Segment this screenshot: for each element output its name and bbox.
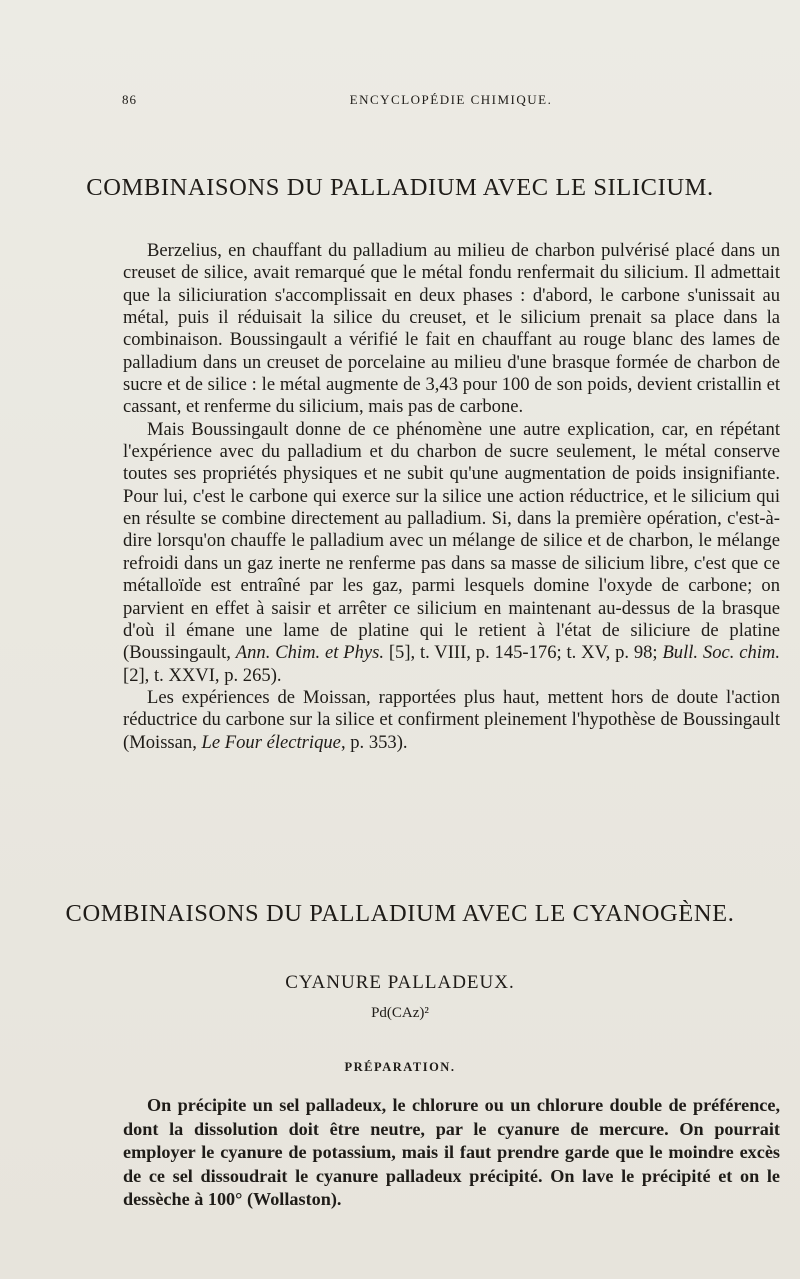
compound-title: CYANURE PALLADEUX. bbox=[285, 972, 515, 993]
paragraph: On précipite un sel palladeux, le chlorure ou un chlorure double de préférence, dont la dissolution doit être neutre, par le cyanure de mercure. On pourrait employer le cyanure de potassium, mais il faut prendre garde que le moindre excès de ce sel dissoudrait le cyanure palladeux précipité. On lave le précipité et on le dessèche à 100° (Wollaston). bbox=[123, 1095, 780, 1209]
paragraph-text: Les expériences de Moissan, rapportées plus haut, mettent hors de doute l'action réductrice du carbone sur la silice et confirment pleinement l'hypothèse de Boussingault (Moissan, bbox=[123, 686, 780, 753]
section-body-cyanogene bbox=[123, 1094, 780, 1212]
citation-title: Le Four électrique bbox=[201, 731, 341, 753]
page-number: 86 bbox=[122, 92, 137, 107]
section-body-silicium bbox=[123, 240, 780, 754]
citation-details: , p. 353). bbox=[340, 731, 408, 753]
citation-details: [2], t. XXVI, p. 265). bbox=[123, 664, 282, 686]
paragraph: Berzelius, en chauffant du palladium au milieu de charbon pulvérisé placé dans un creuset de silice, avait remarqué que le métal fondu renfermait du silicium. Il admettait que la siliciuration s'accomplissait en deux phases : d'abord, le carbone s'unissait au métal, puis il réduisait la silice du creuset, et le silicium prenait sa place dans la combinaison. Boussingault a vérifié le fait en chauffant au rouge blanc des lames de palladium dans un creuset de porcelaine au milieu d'une brasque formée de charbon de sucre et de silice : le métal augmente de 3,43 pour 100 de son poids, devient cristallin et cassant, et renferme du silicium, mais pas de carbone. bbox=[123, 240, 780, 418]
running-head: ENCYCLOPÉDIE CHIMIQUE. bbox=[349, 92, 553, 107]
citation-journal: Ann. Chim. et Phys. bbox=[235, 642, 385, 664]
subheading-preparation: PRÉPARATION. bbox=[344, 1060, 456, 1074]
citation-journal: Bull. Soc. chim. bbox=[662, 642, 781, 664]
page-header bbox=[122, 92, 780, 114]
paragraph bbox=[123, 419, 780, 687]
chemical-formula: Pd(CAz)² bbox=[371, 1005, 429, 1021]
citation-details: [5], t. VIII, p. 145-176; t. XV, p. 98; bbox=[384, 642, 663, 664]
section-title-cyanogene: COMBINAISONS DU PALLADIUM AVEC LE CYANOGÈNE. bbox=[65, 900, 735, 927]
paragraph bbox=[123, 687, 780, 754]
section-title-silicium: COMBINAISONS DU PALLADIUM AVEC LE SILICIUM. bbox=[86, 174, 714, 201]
paragraph-text: Mais Boussingault donne de ce phénomène une autre explication, car, en répétant l'expérience avec du palladium et du charbon de sucre seulement, le métal conserve toutes ses propriétés physiques et ne subit qu'une augmentation de poids insignifiante. Pour lui, c'est le carbone qui exerce sur la silice une action réductrice, et le silicium qui en résulte se combine directement au palladium. Si, dans la première opération, c'est-à-dire lorsqu'on chauffe le palladium avec un mélange de silice et de charbon, le mélange refroidi dans un gaz inerte ne renferme pas dans sa masse de silicium libre, c'est que ce métalloïde est entraîné par les gaz, parmi lesquels domine l'oxyde de carbone; on parvient en effet à saisir et arrêter ce silicium en maintenant au-dessus de la brasque d'où il émane une lame de platine qui le retient à l'état de siliciure de platine (Boussingault, bbox=[123, 418, 780, 664]
